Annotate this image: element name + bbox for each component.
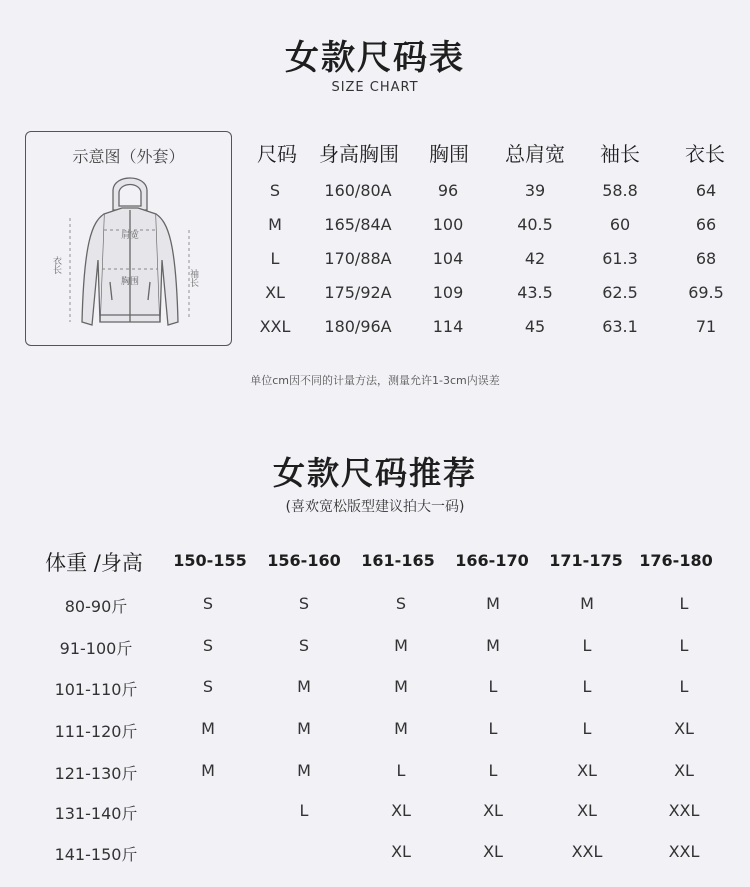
size-cell: XXL	[668, 842, 700, 861]
size-chart-header-sleeve: 袖长	[600, 142, 640, 166]
height-range-header: 166-170	[455, 551, 529, 570]
height-range-header: 156-160	[267, 551, 341, 570]
height-range-header: 150-155	[173, 551, 247, 570]
size-cell: S	[395, 594, 407, 613]
weight-height-label: 体重 /身高	[45, 551, 143, 575]
height-range-header: 176-180	[639, 551, 713, 570]
length-cell: 68	[695, 249, 717, 268]
size-cell: XL	[577, 801, 597, 820]
recommendation-title: 女款尺码推荐	[272, 454, 477, 492]
size-cell: L	[299, 801, 309, 820]
size-cell: M	[394, 719, 408, 738]
size-cell: XXL	[259, 317, 291, 336]
size-chart-header-chest: 胸围	[429, 142, 469, 166]
weight-cell: 91-100斤	[59, 639, 133, 658]
height-range-header: 161-165	[361, 551, 435, 570]
weight-cell: 101-110斤	[54, 680, 138, 699]
chest-cell: 109	[432, 283, 464, 302]
size-chart-header-length: 衣长	[685, 142, 725, 166]
size-cell: XL	[265, 283, 285, 302]
size-cell: XL	[577, 761, 597, 780]
size-cell: M	[486, 594, 500, 613]
size-cell: XL	[483, 801, 503, 820]
size-cell: L	[488, 719, 498, 738]
size-cell: M	[486, 636, 500, 655]
diagram-title: 示意图（外套）	[72, 147, 185, 166]
size-cell: S	[202, 677, 214, 696]
jacket-diagram	[26, 132, 233, 347]
size-cell: L	[582, 677, 592, 696]
length-cell: 66	[695, 215, 717, 234]
recommendation-subtitle: (喜欢宽松版型建议拍大一码)	[285, 499, 465, 515]
size-cell: L	[679, 594, 689, 613]
size-chart-header-height-chest: 身高胸围	[319, 142, 399, 166]
shoulder-cell: 42	[524, 249, 546, 268]
shoulder-cell: 39	[524, 181, 546, 200]
weight-cell: 141-150斤	[54, 845, 138, 864]
size-cell: S	[298, 636, 310, 655]
size-cell: XL	[674, 719, 694, 738]
size-cell: XL	[483, 842, 503, 861]
jacket-diagram-box	[25, 131, 232, 346]
height-chest-cell: 160/80A	[324, 181, 392, 200]
shoulder-cell: 43.5	[517, 283, 553, 302]
shoulder-cell: 40.5	[517, 215, 553, 234]
size-cell: L	[582, 636, 592, 655]
label-sleeve: 袖长	[188, 269, 198, 287]
label-shoulder: 肩宽	[121, 231, 140, 241]
size-cell: M	[394, 677, 408, 696]
measurement-note: 单位cm因不同的计量方法，测量允许1-3cm内误差	[250, 374, 500, 387]
label-length: 衣长	[51, 256, 61, 274]
size-cell: M	[297, 761, 311, 780]
size-cell: M	[394, 636, 408, 655]
size-cell: S	[202, 594, 214, 613]
size-cell: XL	[674, 761, 694, 780]
weight-cell: 131-140斤	[54, 804, 138, 823]
chest-cell: 104	[432, 249, 464, 268]
length-cell: 64	[695, 181, 717, 200]
height-chest-cell: 170/88A	[324, 249, 392, 268]
height-chest-cell: 180/96A	[324, 317, 392, 336]
size-chart-subtitle: SIZE CHART	[331, 80, 419, 95]
chest-cell: 100	[432, 215, 464, 234]
chest-cell: 96	[437, 181, 459, 200]
size-cell: L	[270, 249, 280, 268]
size-cell: L	[396, 761, 406, 780]
weight-cell: 111-120斤	[54, 722, 138, 741]
size-cell: XL	[391, 842, 411, 861]
size-cell: M	[297, 677, 311, 696]
height-range-header: 171-175	[549, 551, 623, 570]
sleeve-cell: 58.8	[602, 181, 638, 200]
size-cell: XL	[391, 801, 411, 820]
weight-cell: 80-90斤	[64, 597, 128, 616]
height-chest-cell: 175/92A	[324, 283, 392, 302]
size-cell: M	[201, 761, 215, 780]
size-chart-title: 女款尺码表	[285, 38, 465, 78]
sleeve-cell: 63.1	[602, 317, 638, 336]
size-cell: L	[679, 677, 689, 696]
length-cell: 71	[695, 317, 717, 336]
size-cell: S	[202, 636, 214, 655]
label-chest: 胸围	[121, 277, 140, 287]
length-cell: 69.5	[688, 283, 724, 302]
weight-cell: 121-130斤	[54, 764, 138, 783]
sleeve-cell: 61.3	[602, 249, 638, 268]
size-cell: M	[297, 719, 311, 738]
size-cell: S	[298, 594, 310, 613]
size-cell: M	[201, 719, 215, 738]
size-cell: L	[582, 719, 592, 738]
sleeve-cell: 62.5	[602, 283, 638, 302]
shoulder-cell: 45	[524, 317, 546, 336]
sleeve-cell: 60	[609, 215, 631, 234]
size-chart-header-shoulder: 总肩宽	[505, 142, 565, 166]
size-cell: M	[268, 215, 282, 234]
size-cell: S	[269, 181, 281, 200]
size-cell: XXL	[571, 842, 603, 861]
size-cell: L	[488, 761, 498, 780]
size-cell: M	[580, 594, 594, 613]
chest-cell: 114	[432, 317, 464, 336]
size-cell: L	[488, 677, 498, 696]
size-cell: XXL	[668, 801, 700, 820]
size-chart-header-size: 尺码	[257, 142, 297, 166]
height-chest-cell: 165/84A	[324, 215, 392, 234]
size-cell: L	[679, 636, 689, 655]
